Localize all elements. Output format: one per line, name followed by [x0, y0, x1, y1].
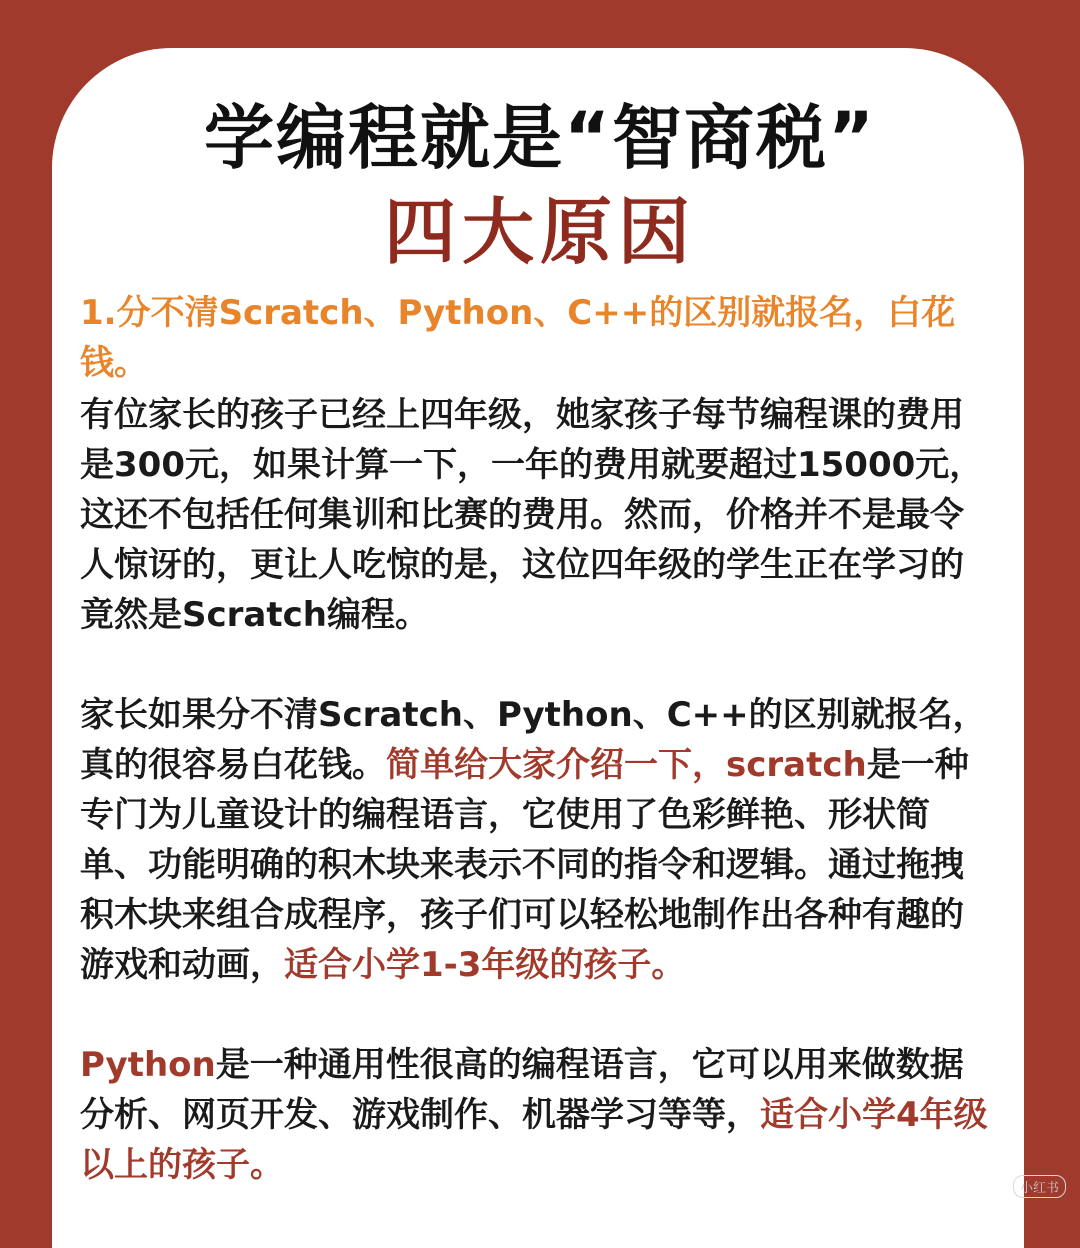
paragraph-1: 有位家长的孩子已经上四年级，她家孩子每节编程课的费用是300元，如果计算一下，一年的费用就要超过15000元，这还不包括任何集训和比赛的费用。然而，价格并不是最令人惊讶的，更让人吃惊的是，这位四年级的学生正在学习的竟然是Scratch编程。: [80, 395, 984, 635]
page-subtitle: 四大原因: [383, 190, 696, 274]
paragraph-3: [80, 1040, 995, 1190]
paragraph-2: [80, 690, 995, 990]
article-body: [80, 288, 995, 1190]
section-heading: 1.分不清Scratch、Python、C++的区别就报名，白花钱。: [80, 293, 956, 383]
paragraph-3-highlight-1: Python: [80, 1045, 216, 1085]
paragraph-2-highlight-2: 适合小学1-3年级的孩子。: [284, 945, 686, 985]
watermark: 小红书: [1013, 1175, 1066, 1198]
paragraph-3-text-a: 是一种通用性很高的编程语言，它可以用来做数据分析、网页开发、游戏制作、机器学习等等，: [80, 1045, 964, 1135]
paragraph-2-text-b: 是一种专门为儿童设计的编程语言，它使用了色彩鲜艳、形状简单、功能明确的积木块来表示不同的指令和逻辑。通过拖拽积木块来组合成程序，孩子们可以轻松地制作出各种有趣的游戏和动画，: [80, 745, 969, 985]
paragraph-3-highlight-2: 适合小学4年级以上的孩子。: [80, 1095, 988, 1185]
paragraph-2-highlight-1: 简单给大家介绍一下，scratch: [386, 745, 867, 785]
paragraph-2-text-a: 家长如果分不清Scratch、Python、C++的区别就报名，真的很容易白花钱。: [80, 695, 987, 785]
page-title: 学编程就是“智商税”: [203, 97, 876, 179]
